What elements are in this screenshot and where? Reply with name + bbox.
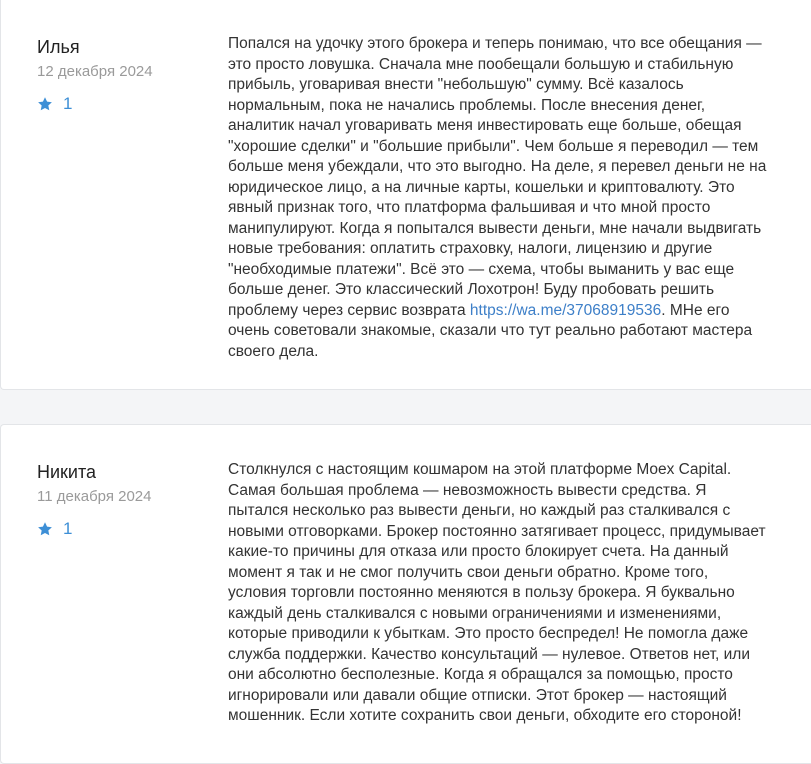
review-date: 11 декабря 2024 bbox=[37, 488, 152, 505]
rating-value: 1 bbox=[63, 94, 73, 113]
rating-value: 1 bbox=[63, 519, 73, 538]
star-icon bbox=[37, 521, 53, 537]
star-icon bbox=[37, 96, 53, 112]
review-text-part: . МНе его очень советовали знакомые, сказали что тут реально работают мастера своего дела. bbox=[228, 301, 753, 360]
review-author-block bbox=[37, 36, 217, 114]
review-text bbox=[228, 34, 768, 362]
author-name: Илья bbox=[37, 37, 80, 57]
review-link[interactable]: https://wa.me/37068919536 bbox=[469, 301, 662, 319]
review-rating bbox=[37, 519, 217, 539]
review-rating bbox=[37, 94, 217, 114]
review-text-part: Попался на удочку этого брокера и теперь понимаю, что все обещания — это просто ловушка. Сначала мне пообещали большую и стабильную прибыль, уговаривая внести "небольшую" сумму. Всё казалось нормальным, пока не начались проблемы. После внесения денег, аналитик начал уговаривать меня инвестировать еще больше, обещая "хорошие сделки" и "большие прибыли". Чем больше я переводил — тем больше меня убеждали, что это выгодно. На деле, я перевел деньги не на юридическое лицо, а на личные карты, кошельки и криптовалюту. Это явный признак того, что платформа фальшивая и что мной просто манипулируют. Когда я попытался вывести деньги, мне начали выдвигать новые требования: оплатить страховку, налоги, лицензию и другие "необходимые платежи". Всё это — схема, чтобы выманить у вас еще больше денег. Это классический Лохотрон! Буду пробовать решить проблему через сервис возврата bbox=[228, 35, 767, 319]
review-card bbox=[0, 424, 811, 764]
review-text: Столкнулся с настоящим кошмаром на этой платформе Moex Capital. Самая большая проблема — невозможность вывести средства. Я пытался несколько раз вывести деньги, но каждый раз сталкивался с новыми отговорками. Брокер постоянно затягивает процесс, придумывает какие-то причины для отказа или просто блокирует счета. На данный момент я так и не смог получить свои деньги обратно. Кроме того, условия торговли постоянно меняются в пользу брокера. Я буквально каждый день сталкивался с новыми ограничениями и изменениями, которые приводили к убыткам. Это просто беспредел! Не помогла даже служба поддержки. Качество консультаций — нулевое. Ответов нет, или они абсолютно бесполезные. Когда я обращался за помощью, просто игнорировали или давали общие отписки. Этот брокер — настоящий мошенник. Если хотите сохранить свои деньги, обходите его стороной! bbox=[228, 461, 766, 724]
review-author-block bbox=[37, 461, 217, 539]
review-date: 12 декабря 2024 bbox=[37, 63, 153, 80]
author-name: Никита bbox=[37, 462, 97, 482]
